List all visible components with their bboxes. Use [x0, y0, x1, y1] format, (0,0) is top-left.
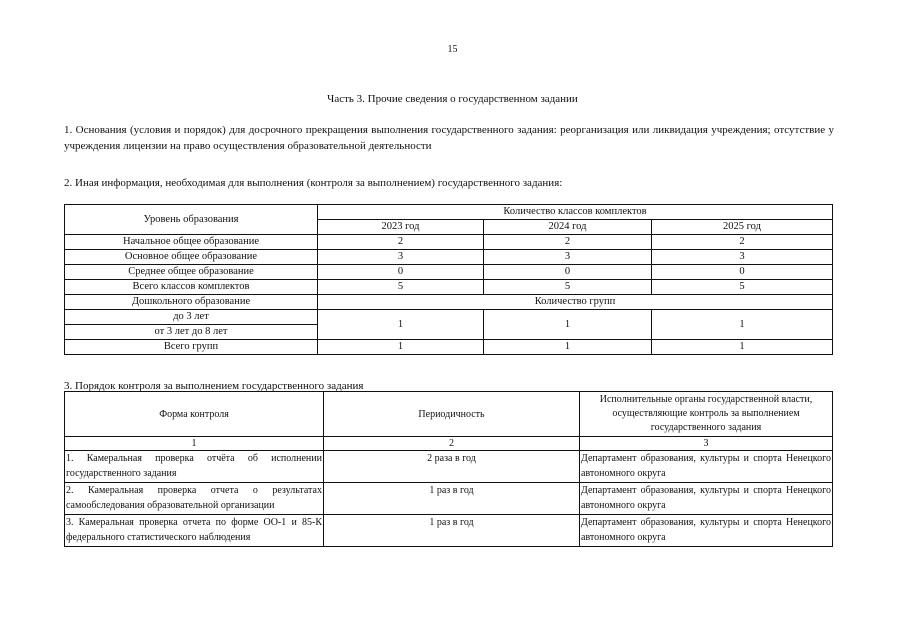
periodicity-cell: 1 раз в год: [324, 515, 580, 547]
age-row-label: до 3 лет: [65, 310, 318, 325]
cell-value: 0: [318, 265, 484, 280]
cell-value: 1: [484, 340, 652, 355]
table-row: [65, 451, 833, 483]
header-class-count: Количество классов комплектов: [318, 205, 833, 220]
header-year: 2023 год: [318, 220, 484, 235]
cell-value: 5: [652, 280, 833, 295]
preschool-label: Дошкольного образование: [65, 295, 318, 310]
total-groups-label: Всего групп: [65, 340, 318, 355]
control-table: [64, 391, 833, 547]
header-periodicity: Периодичность: [324, 392, 580, 437]
control-body-cell: Департамент образования, культуры и спорта Ненецкого автономного округа: [580, 515, 833, 547]
control-body-cell: Департамент образования, культуры и спорта Ненецкого автономного округа: [580, 483, 833, 515]
header-year: 2025 год: [652, 220, 833, 235]
classes-table: [64, 204, 833, 355]
control-body-cell: Департамент образования, культуры и спорта Ненецкого автономного округа: [580, 451, 833, 483]
table-row: [65, 280, 833, 295]
cell-value: 1: [318, 340, 484, 355]
cell-value: 1: [318, 310, 484, 340]
table-row: [65, 483, 833, 515]
cell-value: 1: [652, 340, 833, 355]
control-form-cell: 1. Камеральная проверка отчёта об исполнении государственного задания: [65, 451, 324, 483]
row-label: Всего классов комплектов: [65, 280, 318, 295]
table-row: [65, 235, 833, 250]
header-control-form: Форма контроля: [65, 392, 324, 437]
column-number: 2: [324, 437, 580, 451]
cell-value: 2: [484, 235, 652, 250]
column-number: 3: [580, 437, 833, 451]
row-label: Основное общее образование: [65, 250, 318, 265]
table-row: [65, 265, 833, 280]
header-control-bodies: Исполнительные органы государственной власти, осуществляющие контроль за выполнением государственного задания: [580, 392, 833, 437]
part-title: Часть 3. Прочие сведения о государственном задании: [327, 93, 578, 105]
cell-value: 2: [652, 235, 833, 250]
age-row-label: от 3 лет до 8 лет: [65, 325, 318, 340]
cell-value: 1: [484, 310, 652, 340]
cell-value: 5: [484, 280, 652, 295]
table-row: [65, 340, 833, 355]
cell-value: 3: [652, 250, 833, 265]
cell-value: 3: [318, 250, 484, 265]
header-year: 2024 год: [484, 220, 652, 235]
termination-grounds-paragraph: 1. Основания (условия и порядок) для досрочного прекращения выполнения государственного задания: реорганизация или ликвидация учреждения; отсутствие у учреждения лицензии на право осуществления образовательной деятельности: [64, 124, 834, 152]
periodicity-cell: 1 раз в год: [324, 483, 580, 515]
cell-value: 3: [484, 250, 652, 265]
control-form-cell: 3. Камеральная проверка отчета по форме ОО-1 и 85-К федерального статистического наблюдения: [65, 515, 324, 547]
header-group-count: Количество групп: [318, 295, 833, 310]
page-number: 15: [447, 44, 458, 55]
row-label: Среднее общее образование: [65, 265, 318, 280]
cell-value: 1: [652, 310, 833, 340]
row-label: Начальное общее образование: [65, 235, 318, 250]
table-row: [65, 515, 833, 547]
column-number: 1: [65, 437, 324, 451]
control-form-cell: 2. Камеральная проверка отчета о результатах самообследования образовательной организации: [65, 483, 324, 515]
cell-value: 5: [318, 280, 484, 295]
cell-value: 0: [652, 265, 833, 280]
cell-value: 0: [484, 265, 652, 280]
periodicity-cell: 2 раза в год: [324, 451, 580, 483]
header-education-level: Уровень образования: [65, 205, 318, 235]
table-row: [65, 250, 833, 265]
control-procedure-heading: 3. Порядок контроля за выполнением государственного задания: [64, 380, 364, 392]
other-info-paragraph: 2. Иная информация, необходимая для выполнения (контроля за выполнением) государственного задания:: [64, 177, 563, 189]
cell-value: 2: [318, 235, 484, 250]
